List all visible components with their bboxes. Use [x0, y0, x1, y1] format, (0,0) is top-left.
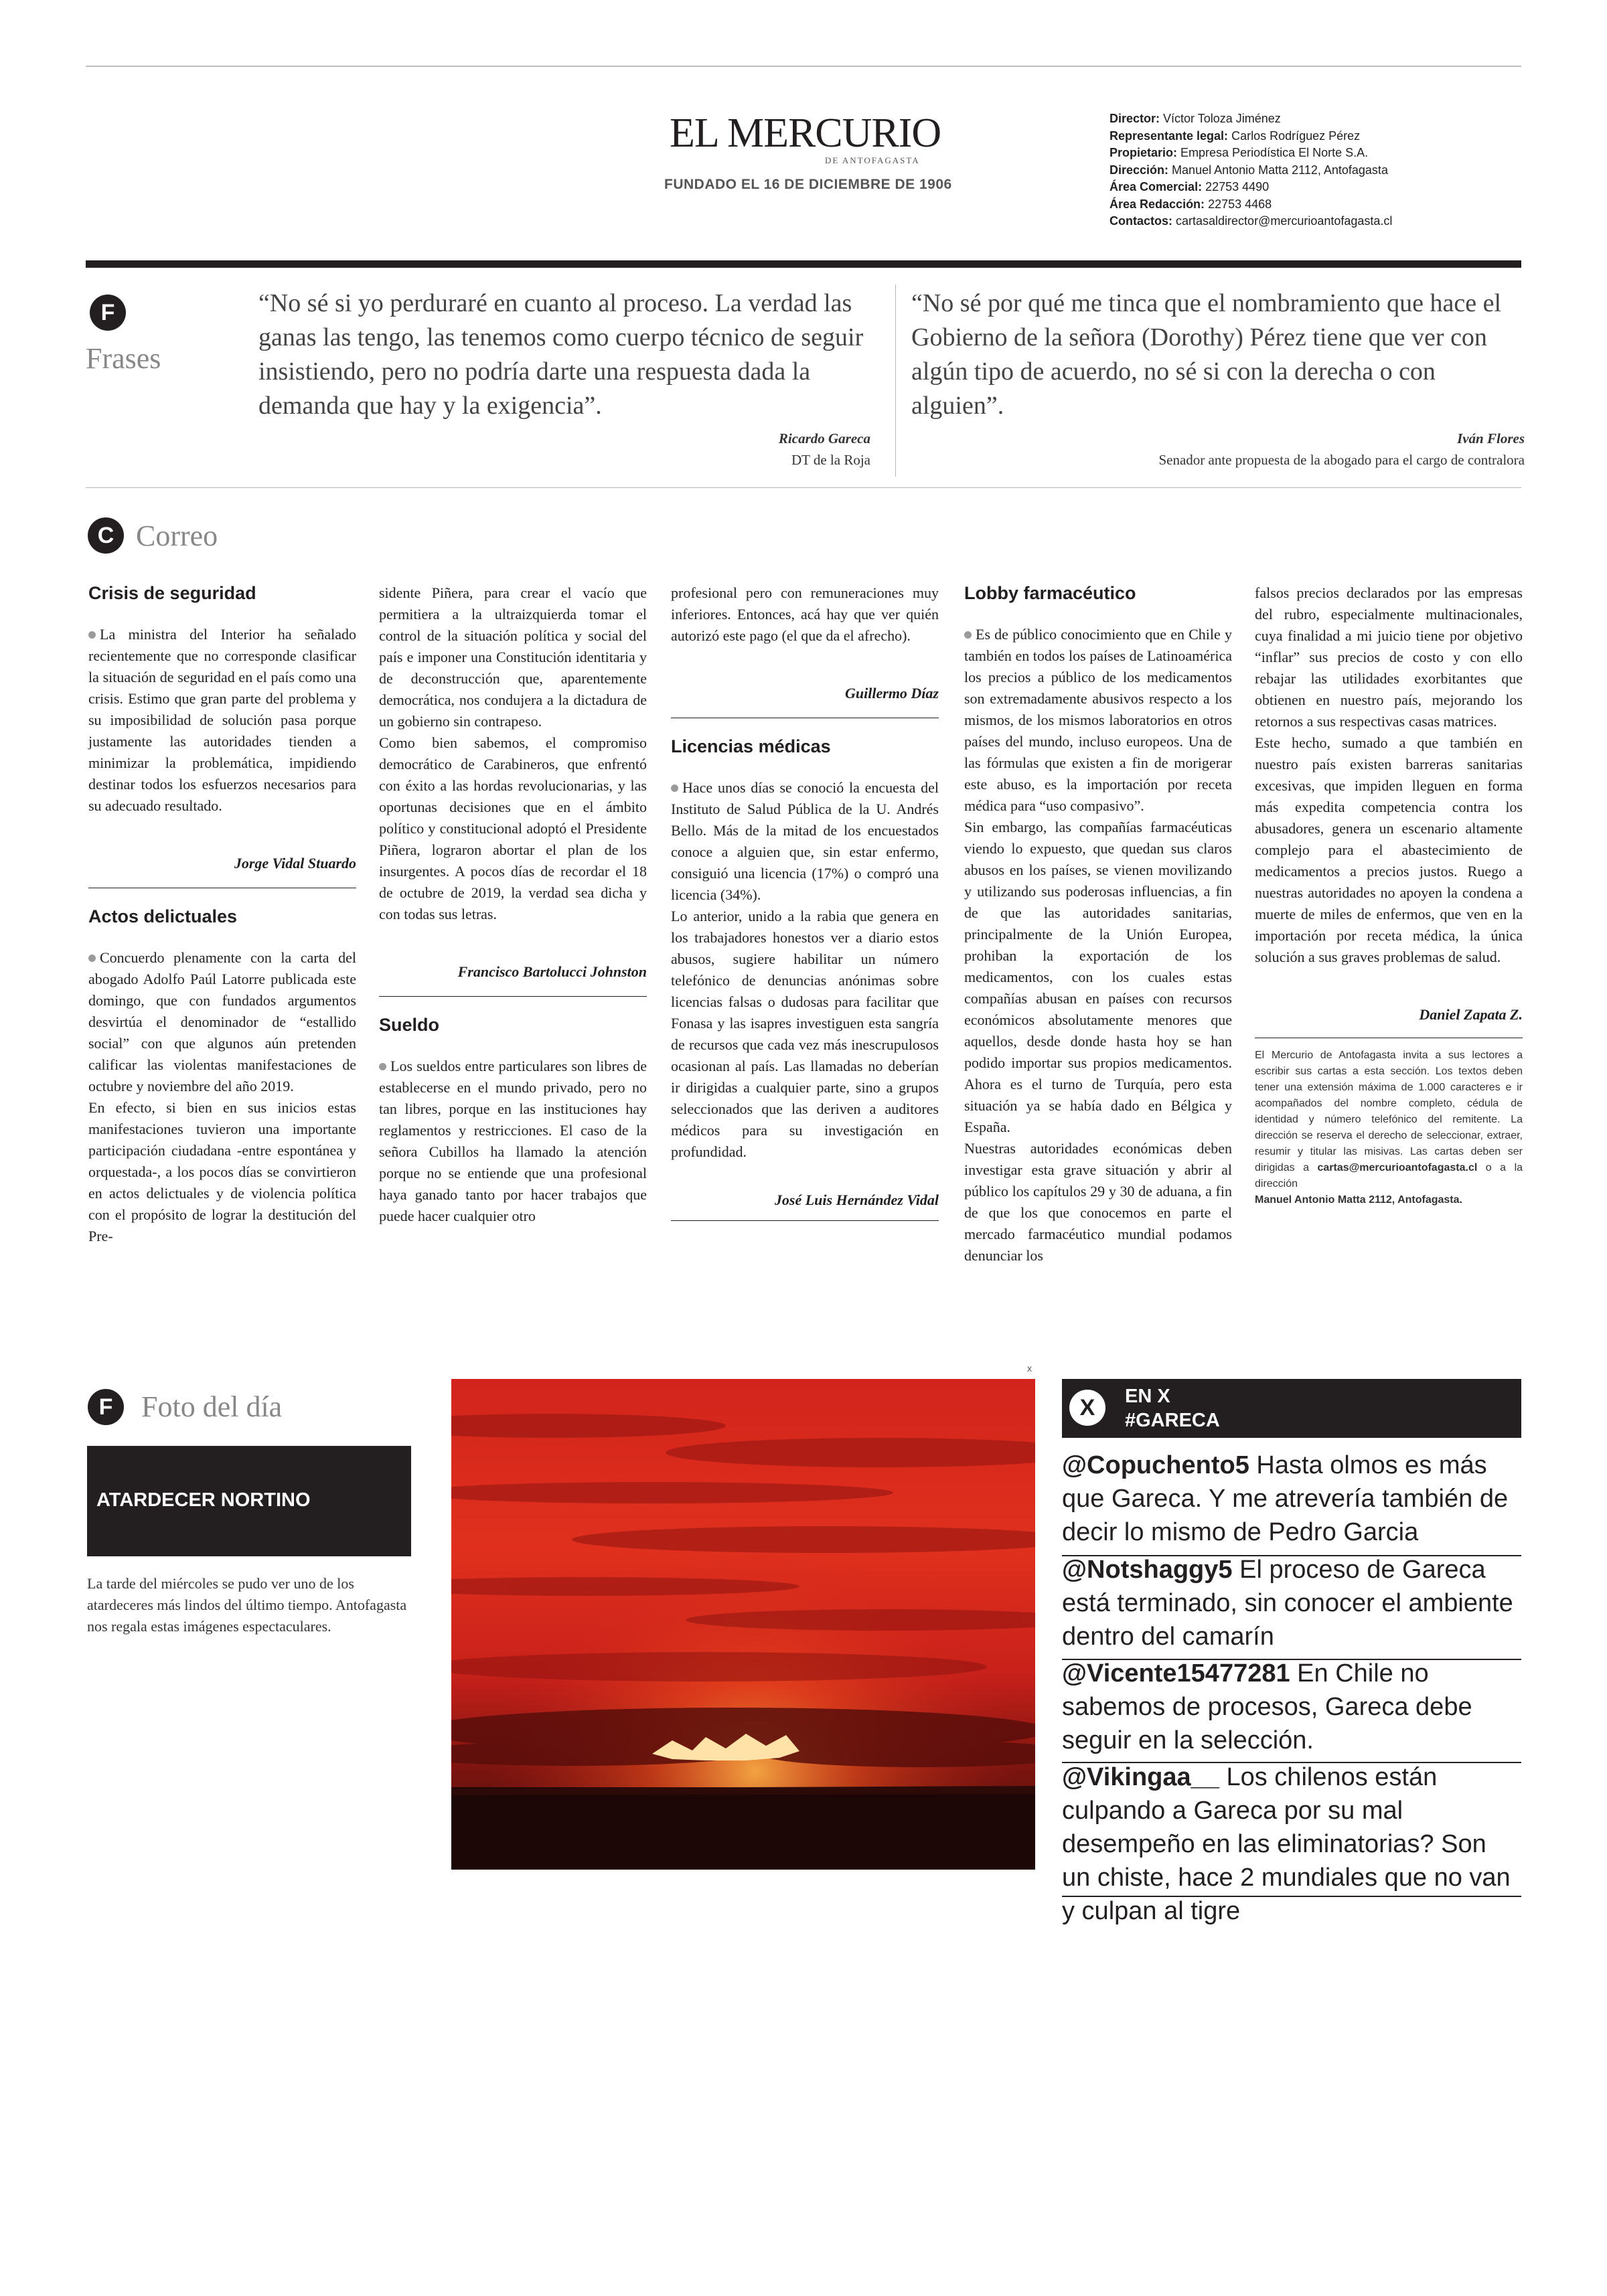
letter-body: Lo anterior, unido a la rabia que genera en los trabajadores honestos ver a diario estos abusos, sugiere habilitar un número telefónico de denuncias anónimas sobre licencias falsas o dudosas para facilitar que Fonasa y las isapres investiguen esta sangría de recursos que cada vez más inescrupulosos ocasionan al país. Las llamadas no deberían ir dirigidas a cualquier parte, sino a grupos seleccionados que las deriven a auditores médicos para su investigación en profundidad.	[671, 908, 939, 1160]
letter-body: sidente Piñera, para crear el vacío que permitiera a la ultraizquierda tomar el control de la situación política y social del país e imponer una Constitución identitaria y de deconstrucción que, aparentemente democrática, nos condujera a la dictadura de un gobierno sin contrapeso.	[379, 584, 647, 730]
sunset-photo	[451, 1379, 1035, 1870]
x-hashtag[interactable]: #GARECA	[1125, 1410, 1220, 1431]
tweet-handle[interactable]: @Vikingaa__	[1062, 1763, 1219, 1791]
letter-body: profesional pero con remuneraciones muy inferiores. Entonces, acá hay que ver quién autorizó este pago (el que da el afrecho).	[671, 584, 939, 644]
staff-box	[1109, 110, 1525, 230]
staff-legal-rep: Representante legal: Carlos Rodríguez Pérez	[1109, 129, 1361, 143]
quote-author: Iván Flores	[1457, 430, 1525, 446]
quote-author-role: Senador ante propuesta de la abogado para el cargo de contralora	[1158, 452, 1525, 468]
staff-director: Director: Víctor Toloza Jiménez	[1109, 112, 1281, 125]
letter-signature: Jorge Vidal Stuardo	[234, 855, 356, 872]
letter-separator	[379, 996, 647, 997]
letter-heading: Crisis de seguridad	[88, 583, 256, 603]
letter-body: La ministra del Interior ha señalado recientemente que no corresponde clasificar la situación de seguridad en el país como una crisis. Estimo que gran parte del problema y su imposibilidad de solución pasa porque justamente las autoridades tienden a minimizar la problemática, impidiendo destinar todos los esfuerzos necesarios para su adecuado resultado.	[88, 626, 356, 814]
quote-author-role: DT de la Roja	[791, 452, 870, 468]
staff-address: Dirección: Manuel Antonio Matta 2112, Antofagasta	[1109, 163, 1388, 177]
staff-contact: Contactos: cartasaldirector@mercurioantofagasta.cl	[1109, 214, 1393, 228]
letter-body: En efecto, si bien en sus inicios estas manifestaciones tuvieron una importante participación ciudadana -entre espontánea y orquestada-, a los pocos días se convirtieron en actos delictuales y de violencia política con el propósito de lograr la destitución del Pre-	[88, 1099, 356, 1244]
tweet-separator	[1062, 1896, 1521, 1897]
photo-caption: La tarde del miércoles se pudo ver uno de los atardeceres más lindos del último tiempo. Antofagasta nos regala estas imágenes espectaculares.	[87, 1575, 407, 1635]
bullet-icon	[88, 955, 96, 962]
section-divider-bar	[86, 260, 1521, 268]
letters-email[interactable]: cartas@mercurioantofagasta.cl	[1317, 1162, 1478, 1173]
bullet-icon	[964, 631, 972, 639]
tweet-item: @Vicente15477281 En Chile no sabemos de procesos, Gareca debe seguir en la selección.	[1062, 1659, 1472, 1754]
letter-body: Los sueldos entre particulares son libres de establecerse en el mundo privado, pero no tan libres, porque en las instituciones hay reglamentos y restricciones. El caso de la señora Cubillos ha llamado la atención porque no se entiende que una profesional haya ganado tanto por hacer trabajos que puede hacer cualquier otro	[379, 1058, 647, 1224]
staff-newsroom-phone: Área Redacción: 22753 4468	[1109, 197, 1272, 211]
letter-body: Es de público conocimiento que en Chile y también en todos los países de Latinoamérica los precios a público de los medicamentos son extremadamente abusivos respecto a los mismos, de los mismos laboratorios en otros países del mundo, incluso europeos. Una de las fórmulas que existen a fin de morigerar este abuso, es la importación por receta médica para “uso compasivo”.	[964, 626, 1232, 814]
letters-column-4	[964, 582, 1232, 1266]
frases-bottom-rule	[86, 487, 1521, 488]
founded-date: FUNDADO EL 16 DE DICIEMBRE DE 1906	[664, 177, 952, 192]
letter-body: falsos precios declarados por las empresas del rubro, especialmente multinacionales, cuya finalidad a mi juicio tiene por objetivo “inflar” sus precios de costo y con ello rebajar las utilidades exorbitantes que obtienen en nuestro país, mejorando los retornos a sus respectivas casas matrices.	[1255, 584, 1523, 730]
foto-badge: F	[88, 1389, 124, 1425]
top-rule	[86, 66, 1521, 67]
bullet-icon	[671, 785, 678, 792]
letter-body: Este hecho, sumado a que también en nuestro país existen barreras sanitarias excesivas, que impiden lleguen en forma más expedita competencia contra los abusadores, genera un escenario altamente complejo para el abastecimiento de medicamentos a precios justos. Ruego a nuestras autoridades no apoyen la condena a muerte de miles de enfermos, que ven en la importación por receta médica, la única solución a sus graves problemas de salud.	[1255, 734, 1523, 965]
bullet-icon	[88, 631, 96, 639]
letter-body: Sin embargo, las compañías farmacéuticas viendo lo expuesto, que quedan sus claros abusos en los países, se vienen movilizando y utilizando sus poderosas influencias, a fin de que las autoridades sanitarias, principalmente de la Unión Europea, prohiban la exportación de los medicamentos, con los cuales estas compañías abusan en países con recursos económicos absolutamente menores que aquellos, desde donde hasta hoy se han podido importar sus propios medicamentos. Ahora es el turno de Turquía, pero esta situación ya se había dado en Bélgica y España.	[964, 819, 1232, 1135]
letter-heading: Sueldo	[379, 1015, 440, 1035]
quote-text: “No sé si yo perduraré en cuanto al proceso. La verdad las ganas las tengo, las tenemos como cuerpo técnico de seguir insistiendo, pero no podría darte una respuesta dada la demanda que hay y la exigencia”.	[258, 289, 864, 420]
letter-heading: Licencias médicas	[671, 736, 831, 756]
letter-separator	[671, 1220, 939, 1221]
letter-signature: Daniel Zapata Z.	[1419, 1006, 1523, 1023]
photo-title: ATARDECER NORTINO	[96, 1489, 311, 1511]
quote-divider	[895, 284, 896, 477]
letters-column-1	[88, 582, 356, 1247]
letters-column-3	[671, 582, 939, 1238]
letter-signature: Guillermo Díaz	[845, 685, 939, 702]
quote-text: “No sé por qué me tinca que el nombramiento que hace el Gobierno de la señora (Dorothy) Pérez tiene que ver con algún tipo de acuerdo, no sé si con la derecha o con alguien”.	[911, 289, 1502, 420]
tweet-item: @Copuchento5 Hasta olmos es más que Gareca. Y me atrevería también de decir lo mismo de Pedro Garcia	[1062, 1451, 1509, 1546]
x-logo-icon: X	[1069, 1390, 1105, 1426]
photo-corner-mark: x	[1027, 1363, 1032, 1374]
tweet-handle[interactable]: @Vicente15477281	[1062, 1659, 1290, 1688]
staff-owner: Propietario: Empresa Periodística El Norte S.A.	[1109, 146, 1369, 159]
staff-commercial-phone: Área Comercial: 22753 4490	[1109, 180, 1270, 193]
bullet-icon	[379, 1063, 386, 1070]
letters-column-2	[379, 582, 647, 1227]
letter-signature: Francisco Bartolucci Johnston	[457, 963, 647, 980]
letters-column-5	[1255, 582, 1523, 1208]
sunset-illustration	[451, 1379, 1035, 1870]
correo-title: Correo	[136, 519, 218, 552]
newspaper-logo: EL MERCURIO	[670, 110, 941, 156]
tweet-item: @Notshaggy5 El proceso de Gareca está terminado, sin conocer el ambiente dentro del camarín	[1062, 1556, 1513, 1651]
tweet-handle[interactable]: @Copuchento5	[1062, 1451, 1249, 1479]
newspaper-logo-subtitle: DE ANTOFAGASTA	[825, 155, 920, 165]
letter-body: Como bien sabemos, el compromiso democrático de Carabineros, que enfrentó con éxito a las hordas revolucionarias, y las oportunas decisiones que en el ámbito político y constitucional adoptó el Presidente Piñera, lograron abortar el plan de los insurgentes. A pocos días de recordar el 18 de octubre de 2019, la verdad sea dicha y con todas sus letras.	[379, 734, 647, 922]
x-header-title: EN X #GARECA	[1125, 1386, 1220, 1431]
correo-badge: C	[88, 517, 124, 554]
letter-signature: José Luis Hernández Vidal	[774, 1192, 939, 1208]
letter-heading: Lobby farmacéutico	[964, 583, 1136, 603]
tweet-item: @Vikingaa__ Los chilenos están culpando a Gareca por su mal desempeño en las eliminatorias? Son un chiste, hace 2 mundiales que no van y culpan al tigre	[1062, 1763, 1511, 1925]
frases-title: Frases	[86, 342, 161, 375]
letters-policy-note: El Mercurio de Antofagasta invita a sus lectores a escribir sus cartas a esta sección. Los textos deben tener una extensión máxima de 1.000 caracteres e ir acompañados del nombre completo, cédula de identidad y número telefónico del remitente. La dirección se reserva el derecho de seleccionar, extraer, resumir y titular las misivas. Las cartas deben ser dirigidas a cartas@mercurioantofagasta.cl o a la dirección Manuel Antonio Matta 2112, Antofagasta.	[1255, 1050, 1523, 1206]
quote-author: Ricardo Gareca	[778, 430, 870, 446]
letter-body: Hace unos días se conoció la encuesta del Instituto de Salud Pública de la U. Andrés Bello. Más de la mitad de los encuestados conoce a alguien que, sin estar enfermo, consiguió una licencia (17%) o compró una licencia (34%).	[671, 779, 939, 903]
letter-body: Concuerdo plenamente con la carta del abogado Adolfo Paúl Latorre publicada este domingo, que con fundados argumentos desvirtúa el denominador de “estallido social” con que algunos aún pretenden calificar las violentas manifestaciones de octubre y noviembre del año 2019.	[88, 949, 356, 1094]
tweet-handle[interactable]: @Notshaggy5	[1062, 1556, 1233, 1584]
foto-title: Foto del día	[141, 1390, 283, 1423]
letter-body: Nuestras autoridades económicas deben investigar esta grave situación y abrir al público los capítulos 29 y 30 de aduana, a fin de que los que conocemos en parte el mercado farmacéutico mundial podamos denunciar los	[964, 1140, 1232, 1264]
letter-heading: Actos delictuales	[88, 906, 238, 926]
frases-badge: F	[90, 295, 126, 331]
